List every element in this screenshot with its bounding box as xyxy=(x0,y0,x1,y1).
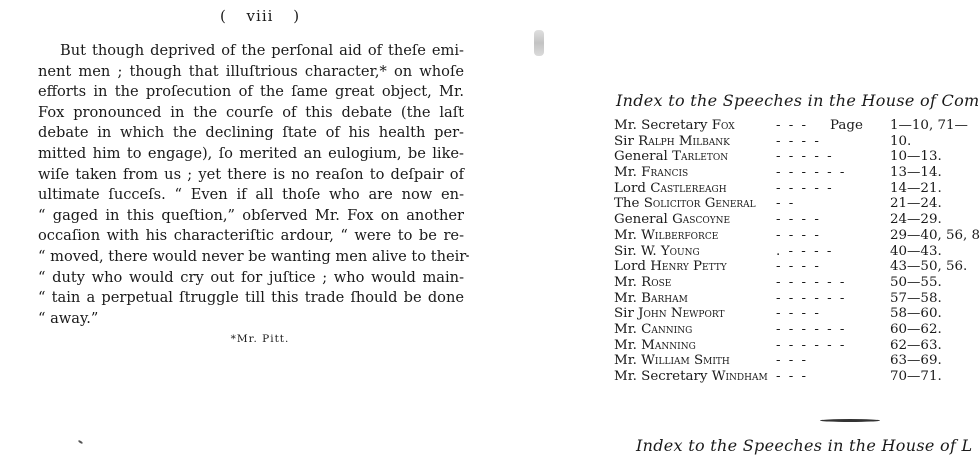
index-entry-title: Mr. xyxy=(614,227,637,243)
body-line: mitted him to engage), ſo merited an eulogium, be like- xyxy=(38,144,464,162)
index-entry-title: Mr. xyxy=(614,337,637,353)
index-entry-title: Sir. W. xyxy=(614,243,657,259)
index-entry-title: Sir xyxy=(614,306,634,322)
index-entry-pages: 1—10, 71— xyxy=(890,118,968,133)
index-entry-pages: 58—60. xyxy=(890,306,942,322)
body-line: “ gaged in this queſtion,” obſerved Mr. Fox on another xyxy=(38,206,464,224)
index-entry-leader: - - - - - xyxy=(776,180,834,196)
body-line: “ away.” xyxy=(38,309,99,327)
paper-speck xyxy=(78,440,83,445)
body-line: occaſion with his characteriſtic ardour, “ were to be re- xyxy=(38,227,464,245)
index-entry-surname: Manning xyxy=(641,337,696,353)
index-entry-name xyxy=(614,306,724,322)
index-entry-surname: Gascoyne xyxy=(672,212,731,228)
index-entry-name xyxy=(614,353,730,369)
index-entry-leader: - - - - - - xyxy=(776,321,847,337)
index-entry-leader: - - - - - - xyxy=(776,165,847,181)
index-entry-surname: Barham xyxy=(641,290,688,306)
index-entry-leader: - - - - xyxy=(776,133,821,149)
index-entry-name xyxy=(614,149,728,165)
index-entry-leader: . - - - - xyxy=(776,243,834,259)
index-entry-name xyxy=(614,275,671,291)
index-entry-pages: 10. xyxy=(890,133,912,149)
index-entry-title: Mr. Secretary xyxy=(614,369,708,384)
index-entry-pages: 13—14. xyxy=(890,165,942,181)
index-entry-surname: Windham xyxy=(711,369,768,384)
index-entry-pages: 43—50, 56. xyxy=(890,259,968,275)
paper-speck xyxy=(466,255,469,257)
body-line: wiſe taken from us ; yet there is no reaſon to deſpair of xyxy=(38,165,464,183)
index-entry-surname: Henry Petty xyxy=(650,259,727,275)
index-entry-name xyxy=(614,181,727,197)
index-entry-title: Lord xyxy=(614,259,646,275)
index-entry-name xyxy=(614,338,696,354)
index-entry-name xyxy=(614,134,730,150)
body-line: nent men ; though that illuſtrious character,* on whoſe xyxy=(38,62,464,80)
index-entry-pages: 21—24. xyxy=(890,196,942,212)
index-entry-pages: 57—58. xyxy=(890,290,942,306)
index-entry-leader: - - - xyxy=(776,369,809,384)
index-entry-name xyxy=(614,118,735,134)
body-paragraph xyxy=(38,41,467,329)
page-folio: ( viii ) xyxy=(219,7,301,25)
index-entry-pages: 60—62. xyxy=(890,321,942,337)
footnote: *Mr. Pitt. xyxy=(230,333,290,345)
index-entry-leader: - - - - xyxy=(776,227,821,243)
index-entry-leader: - - xyxy=(776,196,796,212)
index-entry-title: Lord xyxy=(614,180,646,196)
index-entry-name xyxy=(614,228,718,244)
index-entry-pages: 24—29. xyxy=(890,212,942,228)
index-entry-surname: William Smith xyxy=(641,353,730,369)
index-heading-lords: Index to the Speeches in the House of L xyxy=(636,436,973,455)
index-entry-pages: 63—69. xyxy=(890,353,942,369)
body-line: But though deprived of the perſonal aid of theſe emi- xyxy=(60,42,464,59)
index-entry-name xyxy=(614,212,730,228)
index-entry-title: Mr. xyxy=(614,353,637,369)
index-entry-pages: 29—40, 56, 8 xyxy=(890,227,980,243)
index-entry-surname: John Newport xyxy=(638,306,725,322)
index-entry-title: General xyxy=(614,212,668,228)
index-entry-pages: 10—13. xyxy=(890,149,942,165)
body-line: efforts in the proſecution of the ſame great object, Mr. xyxy=(38,83,464,101)
index-entry-surname: Castlereagh xyxy=(650,180,727,196)
index-entry-pages: 62—63. xyxy=(890,337,942,353)
index-entry-leader: - - - xyxy=(776,118,809,133)
index-entry-name xyxy=(614,291,688,307)
index-entry-name xyxy=(614,244,700,260)
body-line: “ duty who would cry out for juſtice ; who would main- xyxy=(38,268,464,286)
index-entry-surname: Young xyxy=(660,243,700,259)
section-rule xyxy=(820,419,880,422)
index-entry-title: Sir xyxy=(614,133,634,149)
index-entry-title: The xyxy=(614,196,640,212)
right-page xyxy=(520,0,980,468)
index-entry-pages: 14—21. xyxy=(890,180,942,196)
index-entry-leader: - - - - - - xyxy=(776,337,847,353)
index-entry-pages: 40—43. xyxy=(890,243,942,259)
index-entry-surname: Ralph Milbank xyxy=(638,133,730,149)
index-entry-leader: - - - - xyxy=(776,212,821,228)
index-entry-surname: Wilberforce xyxy=(641,227,719,243)
body-line: ultimate ſucceſs. “ Even if all thoſe who are now en- xyxy=(38,186,464,204)
index-entry-leader: - - - - xyxy=(776,259,821,275)
index-entry-surname: Francis xyxy=(641,165,689,181)
index-entry-leader: - - - - xyxy=(776,306,821,322)
index-heading: Index to the Speeches in the House of Com xyxy=(616,91,980,110)
index-entry-surname: Rose xyxy=(641,274,672,290)
index-entry-leader: - - - - - - xyxy=(776,290,847,306)
index-entry-title: General xyxy=(614,149,668,165)
body-line: Fox pronounced in the courſe of this debate (the laſt xyxy=(38,103,464,121)
body-line: debate in which the declining ſtate of his health per- xyxy=(38,124,464,142)
index-entry-title: Mr. xyxy=(614,290,637,306)
index-entry-leader: - - - - - - xyxy=(776,274,847,290)
index-entry-title: Mr. xyxy=(614,274,637,290)
index-entry-surname: Canning xyxy=(641,321,693,337)
index-entry-title: Mr. xyxy=(614,165,637,181)
index-entry-name xyxy=(614,165,688,181)
index-entry-name xyxy=(614,322,692,338)
index-entry-surname: Tarleton xyxy=(672,149,729,165)
body-line: “ tain a perpetual ſtruggle till this trade ſhould be done xyxy=(38,289,464,307)
index-entry-pages: 70—71. xyxy=(890,369,942,384)
index-entry-surname: Fox xyxy=(711,118,735,133)
index-entry-name xyxy=(614,196,756,212)
index-entry-surname: Solicitor General xyxy=(643,196,756,212)
index-entry-leader: - - - xyxy=(776,353,809,369)
index-entry-name xyxy=(614,259,727,275)
index-entry-name xyxy=(614,369,768,385)
body-line: “ moved, there would never be wanting men alive to their xyxy=(38,247,467,265)
index-entry-pages: 50—55. xyxy=(890,274,942,290)
index-entry-leader: - - - - - xyxy=(776,149,834,165)
index-entry-title: Mr. Secretary xyxy=(614,118,708,133)
index-entry-title: Mr. xyxy=(614,321,637,337)
index-page-label: Page xyxy=(830,118,863,133)
